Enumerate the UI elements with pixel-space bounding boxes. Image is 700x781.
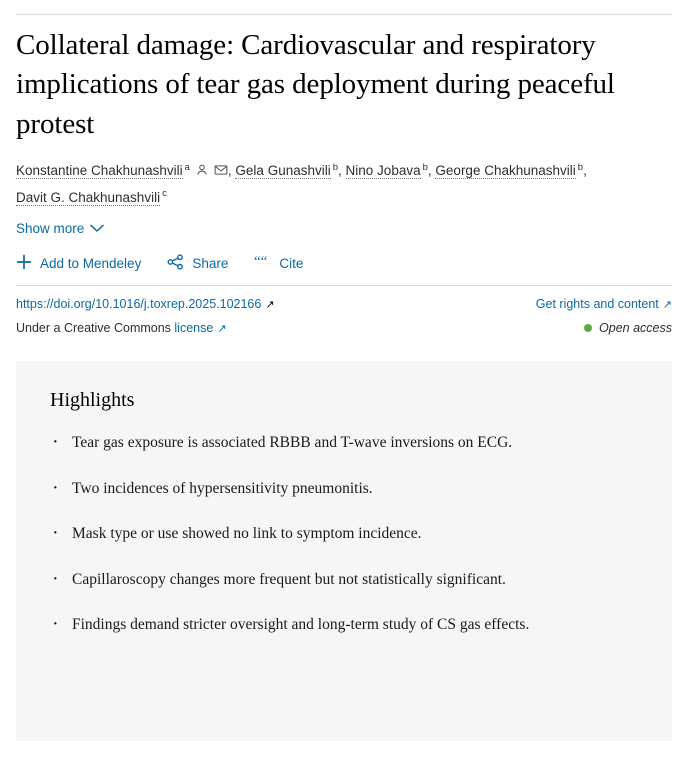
external-link-icon: ↗ (217, 322, 227, 335)
chevron-down-icon (90, 224, 104, 233)
doi-row (16, 297, 672, 311)
author-item (435, 163, 583, 178)
author-item (16, 190, 167, 205)
show-more-label: Show more (16, 220, 85, 236)
get-rights-label: Get rights and content (535, 296, 659, 311)
list-item: · Tear gas exposure is associated RBBB and T-wave inversions on ECG. (50, 430, 530, 456)
article-actions (16, 254, 672, 273)
plus-icon (16, 254, 32, 273)
author-affiliation-marker: b (422, 161, 428, 173)
author-item (235, 163, 338, 178)
article-header (0, 0, 700, 335)
doi-link[interactable] (16, 297, 275, 311)
author-affiliation-marker: b (332, 161, 339, 173)
highlights-list (50, 430, 642, 638)
license-prefix: Under a Creative Commons (16, 320, 171, 335)
license-text (16, 321, 227, 335)
author-profile-icon[interactable] (195, 160, 209, 174)
get-rights-and-content-link[interactable] (536, 297, 672, 311)
highlights-panel (16, 361, 672, 741)
external-link-icon: ↗ (662, 298, 672, 311)
top-divider (16, 14, 672, 15)
author-item (346, 163, 428, 178)
author-name[interactable]: George Chakhunashvili (435, 163, 576, 179)
author-list: Konstantine Chakhunashvili $^a$ , Gela Gunashvili $^b$, Nino Jobava $^b$, George Chakhunashvili $^b$, Davit G. Chakhunashvili $^c$ (16, 161, 587, 205)
svg-text:““: ““ (254, 253, 268, 270)
share-icon (167, 254, 184, 273)
actions-divider (16, 285, 672, 286)
license-link[interactable]: license (174, 320, 214, 335)
author-item (16, 163, 228, 178)
share-label: Share (192, 255, 229, 271)
list-item: · Two incidences of hypersensitivity pneumonitis. (50, 476, 530, 502)
cite-label: Cite (279, 255, 304, 271)
external-link-icon: ↗ (265, 298, 275, 311)
add-to-mendeley-button[interactable] (16, 254, 141, 273)
open-access-dot-icon (584, 324, 592, 332)
share-button[interactable] (167, 254, 228, 273)
author-affiliation-marker: a (184, 161, 190, 173)
add-to-mendeley-label: Add to Mendeley (40, 255, 142, 271)
author-email-icon[interactable] (214, 160, 228, 174)
license-row (16, 321, 672, 335)
highlights-heading: Highlights (50, 388, 135, 411)
list-item: · Capillaroscopy changes more frequent but not statistically significant. (50, 567, 530, 593)
author-name[interactable]: Gela Gunashvili (235, 163, 331, 179)
cite-button[interactable] (254, 254, 303, 273)
author-affiliation-marker: b (577, 161, 584, 173)
doi-link-text: https://doi.org/10.1016/j.toxrep.2025.102166 (16, 296, 262, 311)
show-more-button[interactable] (16, 221, 104, 236)
list-item: · Mask type or use showed no link to symptom incidence. (50, 521, 530, 547)
quote-icon (254, 254, 271, 273)
list-item: · Findings demand stricter oversight and long-term study of CS gas effects. (50, 612, 530, 638)
author-name[interactable]: Nino Jobava (345, 163, 421, 179)
page-title: Collateral damage: Cardiovascular and respiratory implications of tear gas deployment during peaceful protest (16, 29, 615, 140)
author-affiliation-marker: c (162, 188, 167, 200)
author-name[interactable]: Davit G. Chakhunashvili (16, 189, 161, 205)
open-access-badge (584, 321, 672, 335)
open-access-label: Open access (599, 320, 672, 335)
author-name[interactable]: Konstantine Chakhunashvili (16, 163, 183, 179)
